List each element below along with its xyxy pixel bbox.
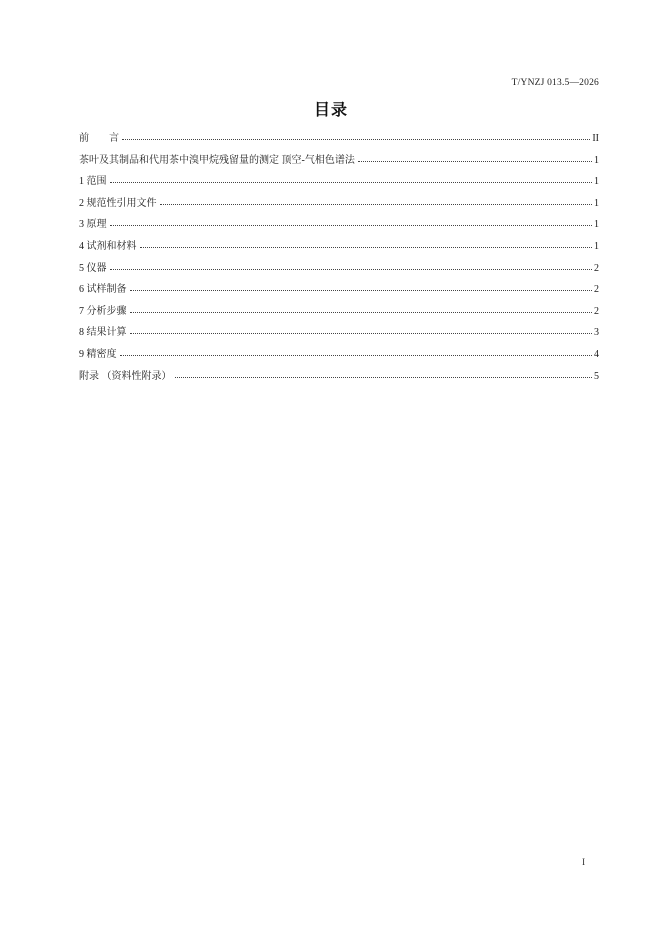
toc-entry-reagents[interactable] [79, 237, 599, 259]
toc-entry-label: 2 规范性引用文件 [79, 197, 157, 209]
page-number: I [582, 858, 586, 868]
toc-entry-label: 4 试剂和材料 [79, 240, 137, 252]
toc-entry-page: 1 [594, 154, 599, 166]
toc-leader-dots [130, 289, 593, 291]
toc-entry-page: 2 [594, 305, 599, 317]
toc-leader-dots [140, 246, 593, 248]
toc-entry-label: 6 试样制备 [79, 284, 127, 296]
toc-entry-principle[interactable] [79, 215, 599, 237]
toc-entry-label: 附录 （资料性附录） [79, 370, 172, 382]
toc-entry-instruments[interactable] [79, 259, 599, 281]
toc-entry-label: 5 仪器 [79, 262, 107, 274]
toc-entry-page: 4 [594, 348, 599, 360]
toc-entry-page: 5 [594, 370, 599, 382]
toc-leader-dots [358, 160, 592, 162]
toc-entry-page: 1 [594, 219, 599, 231]
toc-leader-dots [175, 376, 593, 378]
toc-leader-dots [130, 311, 593, 313]
toc-entry-label: 1 范围 [79, 176, 107, 188]
toc-entry-label: 3 原理 [79, 219, 107, 231]
toc-leader-dots [130, 332, 593, 334]
toc-leader-dots [110, 181, 593, 183]
toc-entry-scope[interactable] [79, 172, 599, 194]
toc-entry-page: 1 [594, 197, 599, 209]
toc-entry-sample-preparation[interactable] [79, 280, 599, 302]
toc-entry-page: 1 [594, 176, 599, 188]
toc-leader-dots [110, 268, 593, 270]
toc-entry-page: 2 [594, 284, 599, 296]
toc-entry-page: 2 [594, 262, 599, 274]
toc-entry-label: 8 结果计算 [79, 327, 127, 339]
toc-entry-label: 9 精密度 [79, 348, 117, 360]
document-code: T/YNZJ 013.5—2026 [511, 78, 599, 88]
toc-entry-page: 1 [594, 240, 599, 252]
toc-entry-page: 3 [594, 327, 599, 339]
toc-entry-analysis-steps[interactable] [79, 302, 599, 324]
table-of-contents [79, 129, 599, 388]
toc-leader-dots [160, 203, 593, 205]
toc-entry-normative-references[interactable] [79, 194, 599, 216]
toc-entry-foreword[interactable] [79, 129, 599, 151]
toc-entry-appendix[interactable] [79, 367, 599, 389]
toc-entry-label: 7 分析步骤 [79, 305, 127, 317]
toc-leader-dots [110, 224, 593, 226]
toc-entry-precision[interactable] [79, 345, 599, 367]
toc-entry-page: II [592, 133, 599, 144]
toc-entry-main-title[interactable] [79, 151, 599, 173]
toc-entry-calculation[interactable] [79, 323, 599, 345]
toc-entry-label: 前 言 [79, 133, 119, 144]
toc-leader-dots [120, 354, 593, 356]
toc-title: 目录 [313, 100, 348, 119]
toc-entry-label: 茶叶及其制品和代用茶中溴甲烷残留量的测定 顶空-气相色谱法 [79, 154, 355, 166]
toc-leader-dots [122, 138, 590, 140]
